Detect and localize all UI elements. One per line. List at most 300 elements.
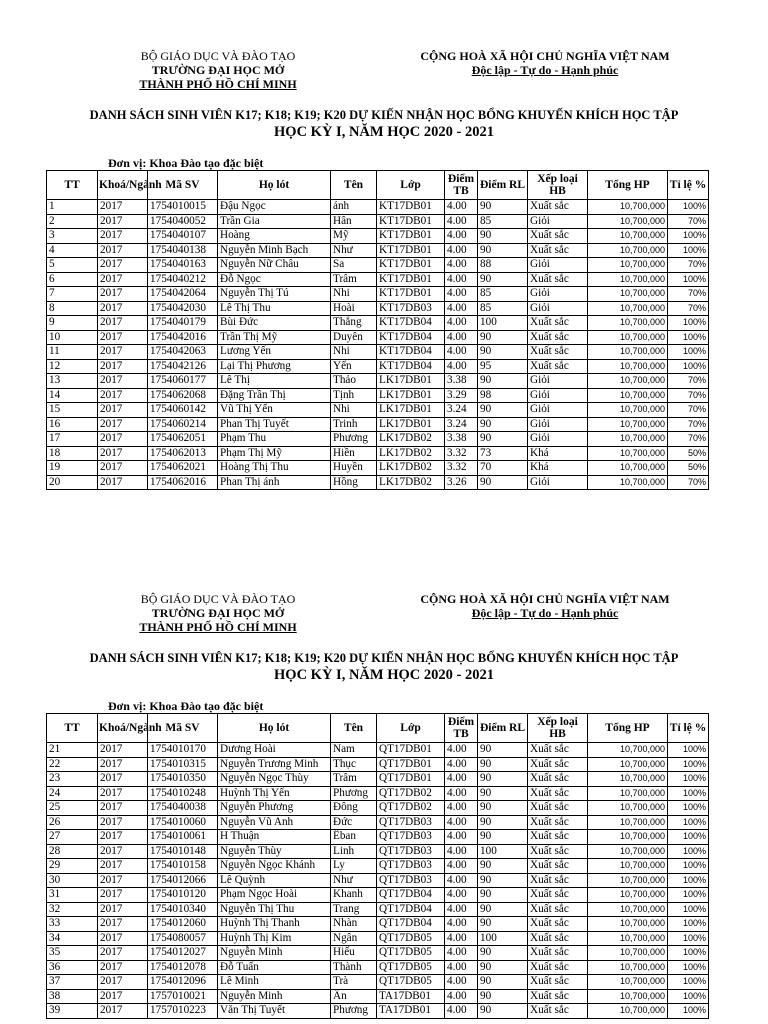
col-tt-cell: 18	[47, 446, 98, 461]
col-lop-cell: QT17DB03	[377, 830, 445, 845]
col-holot-cell: Huỳnh Thị Kim	[218, 931, 331, 946]
col-holot-cell: Huỳnh Thị Thanh	[218, 917, 331, 932]
col-diemtb-cell: 4.00	[445, 287, 478, 302]
col-tile-cell: 100%	[668, 772, 709, 787]
col-lop-cell: KT17DB01	[377, 200, 445, 215]
col-xeploai-cell: Xuất sắc	[528, 989, 588, 1004]
col-tile-cell: 70%	[668, 258, 709, 273]
table-row	[47, 815, 709, 830]
table-row	[47, 475, 709, 490]
col-xeploai-cell: Khá	[528, 461, 588, 476]
col-diemrl-cell: 88	[478, 258, 528, 273]
col-lop-cell: KT17DB01	[377, 229, 445, 244]
table-row	[47, 403, 709, 418]
col-tile-cell: 100%	[668, 316, 709, 331]
col-xeploai-cell: Xuất sắc	[528, 975, 588, 990]
col-lop-cell: KT17DB01	[377, 243, 445, 258]
col-diemtb-cell: 3.26	[445, 475, 478, 490]
col-tt-cell: 6	[47, 272, 98, 287]
col-ten-cell: Trinh	[331, 417, 377, 432]
col-masv-cell: 1754012066	[148, 873, 218, 888]
col-holot-cell: Hoàng	[218, 229, 331, 244]
col-masv-cell: 1754042126	[148, 359, 218, 374]
col-masv-cell: 1754010170	[148, 743, 218, 758]
header-col-lop: Lớp	[377, 714, 445, 743]
col-tile-cell: 100%	[668, 975, 709, 990]
col-tonghp-cell: 10,700,000	[588, 830, 668, 845]
col-masv-cell: 1754040107	[148, 229, 218, 244]
col-tonghp-cell: 10,700,000	[588, 888, 668, 903]
col-tonghp-cell: 10,700,000	[588, 801, 668, 816]
col-diemrl-cell: 90	[478, 1004, 528, 1019]
col-holot-cell: Nguyễn Phương	[218, 801, 331, 816]
col-tonghp-cell: 10,700,000	[588, 388, 668, 403]
col-lop-cell: LK17DB02	[377, 446, 445, 461]
col-xeploai-cell: Xuất sắc	[528, 801, 588, 816]
col-tile-cell: 50%	[668, 461, 709, 476]
col-holot-cell: Nguyễn Minh	[218, 946, 331, 961]
col-masv-cell: 1754060177	[148, 374, 218, 389]
col-masv-cell: 1754040179	[148, 316, 218, 331]
col-khoa-cell: 2017	[98, 917, 148, 932]
col-holot-cell: H Thuận	[218, 830, 331, 845]
col-holot-cell: Đặng Trần Thị	[218, 388, 331, 403]
col-xeploai-cell: Xuất sắc	[528, 772, 588, 787]
col-diemtb-cell: 4.00	[445, 960, 478, 975]
col-tt-cell: 30	[47, 873, 98, 888]
col-diemtb-cell: 4.00	[445, 888, 478, 903]
col-holot-cell: Phan Thị ánh	[218, 475, 331, 490]
col-lop-cell: KT17DB04	[377, 316, 445, 331]
col-ten-cell: Thảo	[331, 374, 377, 389]
col-xeploai-cell: Xuất sắc	[528, 743, 588, 758]
col-masv-cell: 1754042030	[148, 301, 218, 316]
col-holot-cell: Trần Gia	[218, 214, 331, 229]
country-name: CỘNG HOÀ XÃ HỘI CHỦ NGHĨA VIỆT NAM	[420, 592, 670, 606]
col-diemrl-cell: 90	[478, 917, 528, 932]
col-xeploai-cell: Giỏi	[528, 374, 588, 389]
col-diemrl-cell: 95	[478, 359, 528, 374]
col-lop-cell: LK17DB01	[377, 417, 445, 432]
col-ten-cell: Thục	[331, 757, 377, 772]
col-ten-cell: Trang	[331, 902, 377, 917]
col-khoa-cell: 2017	[98, 786, 148, 801]
col-holot-cell: Đỗ Tuấn	[218, 960, 331, 975]
col-holot-cell: Nguyễn Minh	[218, 989, 331, 1004]
col-khoa-cell: 2017	[98, 200, 148, 215]
col-tonghp-cell: 10,700,000	[588, 345, 668, 360]
col-tt-cell: 36	[47, 960, 98, 975]
ministry-header	[128, 49, 308, 91]
table-row	[47, 975, 709, 990]
col-khoa-cell: 2017	[98, 432, 148, 447]
col-holot-cell: Lại Thị Phương	[218, 359, 331, 374]
national-motto: Độc lập - Tự do - Hạnh phúc	[471, 63, 619, 77]
col-xeploai-cell: Xuất sắc	[528, 229, 588, 244]
col-xeploai-cell: Xuất sắc	[528, 960, 588, 975]
col-diemrl-cell: 90	[478, 989, 528, 1004]
col-tonghp-cell: 10,700,000	[588, 1004, 668, 1019]
col-khoa-cell: 2017	[98, 743, 148, 758]
col-tonghp-cell: 10,700,000	[588, 258, 668, 273]
col-khoa-cell: 2017	[98, 403, 148, 418]
table-row	[47, 989, 709, 1004]
header-col-masv: Mã SV	[148, 171, 218, 200]
col-diemrl-cell: 90	[478, 475, 528, 490]
col-tile-cell: 100%	[668, 859, 709, 874]
col-tonghp-cell: 10,700,000	[588, 272, 668, 287]
col-tt-cell: 8	[47, 301, 98, 316]
col-tile-cell: 70%	[668, 417, 709, 432]
col-tt-cell: 33	[47, 917, 98, 932]
col-diemrl-cell: 98	[478, 388, 528, 403]
col-diemrl-cell: 90	[478, 200, 528, 215]
col-xeploai-cell: Xuất sắc	[528, 359, 588, 374]
col-xeploai-cell: Khá	[528, 446, 588, 461]
col-khoa-cell: 2017	[98, 989, 148, 1004]
header-col-ten: Tên	[331, 714, 377, 743]
col-tonghp-cell: 10,700,000	[588, 330, 668, 345]
col-ten-cell: Ly	[331, 859, 377, 874]
col-khoa-cell: 2017	[98, 815, 148, 830]
col-tonghp-cell: 10,700,000	[588, 475, 668, 490]
col-ten-cell: Nhi	[331, 287, 377, 302]
col-tonghp-cell: 10,700,000	[588, 844, 668, 859]
col-masv-cell: 1754062021	[148, 461, 218, 476]
col-tt-cell: 31	[47, 888, 98, 903]
col-tt-cell: 17	[47, 432, 98, 447]
col-diemrl-cell: 85	[478, 301, 528, 316]
col-tt-cell: 25	[47, 801, 98, 816]
col-ten-cell: Trâm	[331, 272, 377, 287]
col-khoa-cell: 2017	[98, 446, 148, 461]
university-name: TRƯỜNG ĐẠI HỌC MỞ	[151, 63, 285, 77]
col-tt-cell: 34	[47, 931, 98, 946]
col-holot-cell: Phan Thị Tuyết	[218, 417, 331, 432]
col-diemtb-cell: 4.00	[445, 801, 478, 816]
col-holot-cell: Dương Hoài	[218, 743, 331, 758]
col-lop-cell: QT17DB03	[377, 873, 445, 888]
col-tonghp-cell: 10,700,000	[588, 757, 668, 772]
col-xeploai-cell: Giỏi	[528, 475, 588, 490]
table-row	[47, 888, 709, 903]
col-diemrl-cell: 100	[478, 316, 528, 331]
table-row	[47, 859, 709, 874]
ministry-name: BỘ GIÁO DỤC VÀ ĐÀO TẠO	[140, 49, 296, 63]
col-diemtb-cell: 4.00	[445, 902, 478, 917]
document-title: DANH SÁCH SINH VIÊN K17; K18; K19; K20 DỰ KIẾN NHẬN HỌC BỔNG KHUYẾN KHÍCH HỌC TẬP	[89, 108, 679, 122]
col-ten-cell: Duyên	[331, 330, 377, 345]
col-holot-cell: Lê Thị Thu	[218, 301, 331, 316]
col-khoa-cell: 2017	[98, 461, 148, 476]
col-diemtb-cell: 4.00	[445, 243, 478, 258]
col-khoa-cell: 2017	[98, 975, 148, 990]
col-holot-cell: Vũ Thị Yến	[218, 403, 331, 418]
col-ten-cell: ánh	[331, 200, 377, 215]
col-tt-cell: 5	[47, 258, 98, 273]
table-row	[47, 243, 709, 258]
col-khoa-cell: 2017	[98, 330, 148, 345]
col-diemtb-cell: 4.00	[445, 229, 478, 244]
col-diemtb-cell: 4.00	[445, 301, 478, 316]
col-lop-cell: QT17DB05	[377, 975, 445, 990]
col-ten-cell: Thành	[331, 960, 377, 975]
col-lop-cell: KT17DB04	[377, 345, 445, 360]
col-lop-cell: LK17DB01	[377, 403, 445, 418]
col-tile-cell: 100%	[668, 345, 709, 360]
document-title: DANH SÁCH SINH VIÊN K17; K18; K19; K20 DỰ KIẾN NHẬN HỌC BỔNG KHUYẾN KHÍCH HỌC TẬP	[89, 651, 679, 665]
col-masv-cell: 1754062068	[148, 388, 218, 403]
col-lop-cell: KT17DB04	[377, 330, 445, 345]
col-tile-cell: 100%	[668, 229, 709, 244]
col-holot-cell: Nguyễn Thị Tú	[218, 287, 331, 302]
national-motto: Độc lập - Tự do - Hạnh phúc	[471, 606, 619, 620]
col-xeploai-cell: Giỏi	[528, 301, 588, 316]
col-diemrl-cell: 90	[478, 801, 528, 816]
col-diemtb-cell: 4.00	[445, 917, 478, 932]
col-diemtb-cell: 4.00	[445, 743, 478, 758]
col-ten-cell: Êban	[331, 830, 377, 845]
col-diemtb-cell: 4.00	[445, 359, 478, 374]
col-tile-cell: 70%	[668, 403, 709, 418]
col-holot-cell: Nguyễn Minh Bạch	[218, 243, 331, 258]
col-diemtb-cell: 4.00	[445, 859, 478, 874]
col-tt-cell: 21	[47, 743, 98, 758]
col-tt-cell: 27	[47, 830, 98, 845]
col-tile-cell: 70%	[668, 301, 709, 316]
col-holot-cell: Đỗ Ngọc	[218, 272, 331, 287]
col-tonghp-cell: 10,700,000	[588, 432, 668, 447]
col-holot-cell: Nguyễn Ngọc Khánh	[218, 859, 331, 874]
col-lop-cell: TA17DB01	[377, 989, 445, 1004]
col-holot-cell: Lương Yến	[218, 345, 331, 360]
col-diemrl-cell: 90	[478, 902, 528, 917]
col-tonghp-cell: 10,700,000	[588, 989, 668, 1004]
col-masv-cell: 1754042063	[148, 345, 218, 360]
col-masv-cell: 1754012078	[148, 960, 218, 975]
col-ten-cell: Đức	[331, 815, 377, 830]
table-row	[47, 316, 709, 331]
header-col-masv: Mã SV	[148, 714, 218, 743]
col-diemrl-cell: 85	[478, 287, 528, 302]
col-holot-cell: Lê Thị	[218, 374, 331, 389]
col-lop-cell: QT17DB05	[377, 946, 445, 961]
col-lop-cell: QT17DB03	[377, 844, 445, 859]
col-khoa-cell: 2017	[98, 214, 148, 229]
col-khoa-cell: 2017	[98, 359, 148, 374]
col-ten-cell: Hoài	[331, 301, 377, 316]
col-diemtb-cell: 4.00	[445, 345, 478, 360]
col-diemrl-cell: 90	[478, 345, 528, 360]
table-row	[47, 229, 709, 244]
col-tt-cell: 12	[47, 359, 98, 374]
col-ten-cell: Nhi	[331, 345, 377, 360]
col-tt-cell: 26	[47, 815, 98, 830]
col-tonghp-cell: 10,700,000	[588, 446, 668, 461]
document-subtitle: HỌC KỲ I, NĂM HỌC 2020 - 2021	[274, 124, 494, 140]
col-diemtb-cell: 3.38	[445, 374, 478, 389]
col-holot-cell: Đậu Ngọc	[218, 200, 331, 215]
col-holot-cell: Nguyễn Thị Thu	[218, 902, 331, 917]
col-diemrl-cell: 90	[478, 417, 528, 432]
col-masv-cell: 1754010340	[148, 902, 218, 917]
table-row	[47, 902, 709, 917]
col-masv-cell: 1754012027	[148, 946, 218, 961]
col-tonghp-cell: 10,700,000	[588, 917, 668, 932]
col-masv-cell: 1754042016	[148, 330, 218, 345]
col-ten-cell: Hồng	[331, 475, 377, 490]
col-khoa-cell: 2017	[98, 287, 148, 302]
col-xeploai-cell: Xuất sắc	[528, 815, 588, 830]
country-name: CỘNG HOÀ XÃ HỘI CHỦ NGHĨA VIỆT NAM	[420, 49, 670, 63]
col-xeploai-cell: Xuất sắc	[528, 830, 588, 845]
col-lop-cell: QT17DB01	[377, 757, 445, 772]
col-khoa-cell: 2017	[98, 272, 148, 287]
col-holot-cell: Nguyễn Nữ Châu	[218, 258, 331, 273]
header-col-holot: Họ lót	[218, 171, 331, 200]
col-tile-cell: 100%	[668, 359, 709, 374]
col-holot-cell: Lê Minh	[218, 975, 331, 990]
header-col-tonghp: Tổng HP	[588, 714, 668, 743]
col-diemrl-cell: 90	[478, 960, 528, 975]
col-diemrl-cell: 90	[478, 432, 528, 447]
col-khoa-cell: 2017	[98, 258, 148, 273]
header-col-tile: Tỉ lệ %	[668, 171, 709, 200]
col-xeploai-cell: Xuất sắc	[528, 931, 588, 946]
col-diemrl-cell: 90	[478, 330, 528, 345]
col-tt-cell: 11	[47, 345, 98, 360]
table-row	[47, 417, 709, 432]
col-xeploai-cell: Xuất sắc	[528, 873, 588, 888]
col-xeploai-cell: Giỏi	[528, 287, 588, 302]
col-diemtb-cell: 4.00	[445, 330, 478, 345]
col-masv-cell: 1754010061	[148, 830, 218, 845]
col-tonghp-cell: 10,700,000	[588, 461, 668, 476]
col-tile-cell: 100%	[668, 1004, 709, 1019]
col-ten-cell: Nam	[331, 743, 377, 758]
col-tt-cell: 38	[47, 989, 98, 1004]
col-lop-cell: QT17DB05	[377, 931, 445, 946]
col-xeploai-cell: Xuất sắc	[528, 917, 588, 932]
col-tonghp-cell: 10,700,000	[588, 960, 668, 975]
col-tonghp-cell: 10,700,000	[588, 200, 668, 215]
table-row	[47, 446, 709, 461]
table-row	[47, 931, 709, 946]
col-diemrl-cell: 90	[478, 374, 528, 389]
col-holot-cell: Huỳnh Thị Yến	[218, 786, 331, 801]
col-tonghp-cell: 10,700,000	[588, 403, 668, 418]
header-col-tt: TT	[47, 714, 98, 743]
col-diemtb-cell: 4.00	[445, 757, 478, 772]
col-lop-cell: QT17DB01	[377, 743, 445, 758]
col-xeploai-cell: Xuất sắc	[528, 345, 588, 360]
col-tile-cell: 100%	[668, 873, 709, 888]
col-diemrl-cell: 100	[478, 844, 528, 859]
col-lop-cell: QT17DB04	[377, 902, 445, 917]
col-xeploai-cell: Xuất sắc	[528, 316, 588, 331]
col-khoa-cell: 2017	[98, 374, 148, 389]
unit-label: Đơn vị: Khoa Đào tạo đặc biệt	[108, 699, 264, 713]
col-lop-cell: QT17DB03	[377, 859, 445, 874]
col-diemrl-cell: 90	[478, 229, 528, 244]
table-row	[47, 801, 709, 816]
unit-label: Đơn vị: Khoa Đào tạo đặc biệt	[108, 156, 264, 170]
col-lop-cell: KT17DB04	[377, 359, 445, 374]
col-diemrl-cell: 90	[478, 772, 528, 787]
col-lop-cell: QT17DB05	[377, 960, 445, 975]
col-diemrl-cell: 90	[478, 975, 528, 990]
col-lop-cell: LK17DB01	[377, 374, 445, 389]
col-holot-cell: Lê Quỳnh	[218, 873, 331, 888]
col-lop-cell: KT17DB01	[377, 287, 445, 302]
col-holot-cell: Phạm Thu	[218, 432, 331, 447]
col-tile-cell: 100%	[668, 786, 709, 801]
col-holot-cell: Hoàng Thị Thu	[218, 461, 331, 476]
header-col-diemtb: Điểm TB	[445, 171, 478, 200]
table-row	[47, 345, 709, 360]
col-khoa-cell: 2017	[98, 243, 148, 258]
header-col-khoa: Khoá/Ngành	[98, 171, 148, 200]
col-khoa-cell: 2017	[98, 888, 148, 903]
col-masv-cell: 1754010148	[148, 844, 218, 859]
ministry-header	[128, 592, 308, 634]
col-khoa-cell: 2017	[98, 229, 148, 244]
col-tile-cell: 70%	[668, 388, 709, 403]
col-lop-cell: KT17DB01	[377, 258, 445, 273]
col-ten-cell: Phương	[331, 432, 377, 447]
col-khoa-cell: 2017	[98, 931, 148, 946]
col-lop-cell: QT17DB02	[377, 786, 445, 801]
col-tonghp-cell: 10,700,000	[588, 301, 668, 316]
col-tt-cell: 19	[47, 461, 98, 476]
col-xeploai-cell: Giỏi	[528, 417, 588, 432]
col-ten-cell: Hiếu	[331, 946, 377, 961]
col-xeploai-cell: Xuất sắc	[528, 243, 588, 258]
col-tt-cell: 9	[47, 316, 98, 331]
col-tonghp-cell: 10,700,000	[588, 287, 668, 302]
col-masv-cell: 1754060214	[148, 417, 218, 432]
table-row	[47, 432, 709, 447]
col-diemtb-cell: 3.24	[445, 403, 478, 418]
col-lop-cell: QT17DB02	[377, 801, 445, 816]
col-khoa-cell: 2017	[98, 801, 148, 816]
col-masv-cell: 1754010120	[148, 888, 218, 903]
col-xeploai-cell: Xuất sắc	[528, 859, 588, 874]
col-khoa-cell: 2017	[98, 830, 148, 845]
col-tile-cell: 100%	[668, 743, 709, 758]
col-lop-cell: QT17DB04	[377, 888, 445, 903]
col-tt-cell: 3	[47, 229, 98, 244]
table-row	[47, 461, 709, 476]
col-tile-cell: 100%	[668, 931, 709, 946]
ministry-name: BỘ GIÁO DỤC VÀ ĐÀO TẠO	[140, 592, 296, 606]
col-lop-cell: KT17DB01	[377, 272, 445, 287]
col-tt-cell: 29	[47, 859, 98, 874]
col-ten-cell: Thắng	[331, 316, 377, 331]
col-masv-cell: 1754062016	[148, 475, 218, 490]
table-row	[47, 214, 709, 229]
col-tile-cell: 100%	[668, 801, 709, 816]
table-row	[47, 374, 709, 389]
col-holot-cell: Phạm Thị Mỹ	[218, 446, 331, 461]
col-tt-cell: 13	[47, 374, 98, 389]
header-col-tile: Tỉ lệ %	[668, 714, 709, 743]
table-row	[47, 330, 709, 345]
col-masv-cell: 1754080057	[148, 931, 218, 946]
col-tt-cell: 22	[47, 757, 98, 772]
col-diemrl-cell: 90	[478, 272, 528, 287]
col-tt-cell: 7	[47, 287, 98, 302]
